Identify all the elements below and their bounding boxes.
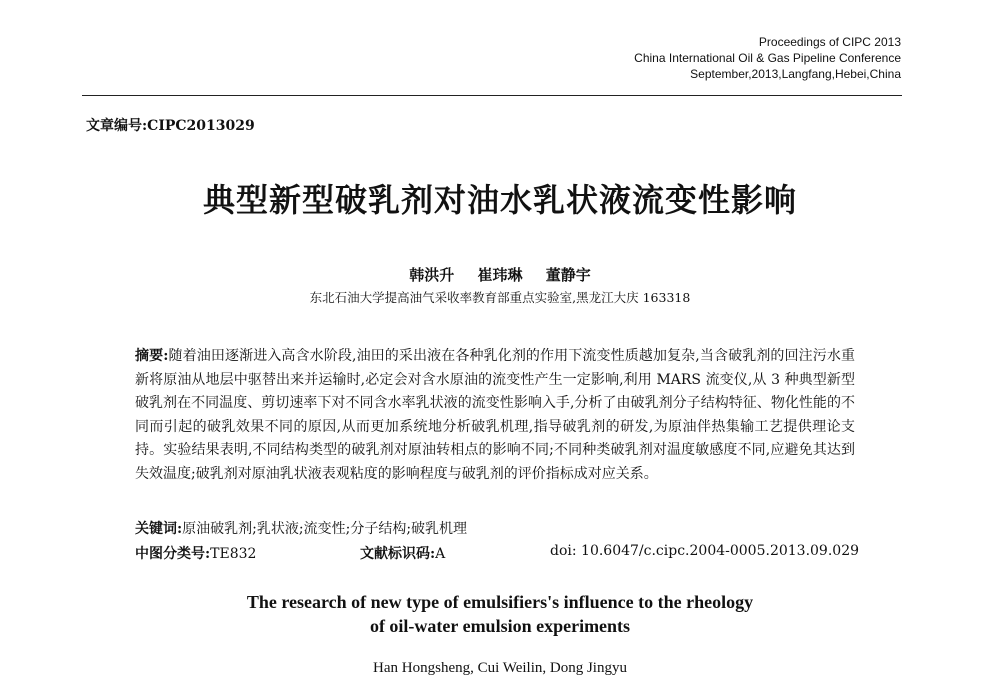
document-code bbox=[360, 543, 445, 563]
author-list bbox=[0, 264, 1000, 285]
article-number-label: 文章编号: bbox=[86, 118, 148, 134]
header-divider bbox=[82, 95, 902, 96]
abstract-text: 随着油田逐渐进入高含水阶段,油田的采出液在各种乳化剂的作用下流变性质越加复杂,当含破乳剂的回注污水重新将原油从地层中驱替出来并运输时,必定会对含水原油的流变性产生一定影响,利用 MARS 流变仪,从 3 种典型新型破乳剂在不同温度、剪切速率下对不同含水率乳状液的流变性影响入手,分析了由破乳剂分子结构特征、物化性能的不同而引起的破乳效果不同的原因,从而更加系统地分析破乳机理,指导破乳剂的研发,为原油伴热集输工艺提供理论支持。实验结果表明,不同结构类型的破乳剂对原油转相点的影响不同;不同种类破乳剂对温度敏感度不同,应避免其达到失效温度;破乳剂对原油乳状液表观粘度的影响程度与破乳剂的评价指标成对应关系。 bbox=[135, 348, 855, 482]
document-code-value: A bbox=[435, 546, 446, 562]
author-name: 韩洪升 bbox=[409, 266, 455, 284]
abstract-label: 摘要: bbox=[135, 348, 169, 364]
doi: doi: 10.6047/c.cipc.2004-0005.2013.09.029 bbox=[550, 543, 860, 559]
clc-label: 中图分类号: bbox=[135, 546, 211, 562]
keywords-label: 关键词: bbox=[135, 521, 183, 537]
article-number bbox=[86, 115, 255, 135]
english-title bbox=[0, 590, 1000, 638]
clc-value: TE832 bbox=[210, 546, 257, 562]
keywords-text: 原油破乳剂;乳状液;流变性;分子结构;破乳机理 bbox=[182, 521, 468, 537]
abstract bbox=[135, 345, 855, 486]
english-title-line-1: The research of new type of emulsifiers's influence to the rheology bbox=[246, 592, 754, 612]
author-name: 崔玮琳 bbox=[477, 266, 523, 284]
keywords bbox=[135, 518, 855, 538]
paper-title: 典型新型破乳剂对油水乳状液流变性影响 bbox=[202, 181, 797, 219]
english-authors: Han Hongsheng, Cui Weilin, Dong Jingyu bbox=[373, 660, 627, 676]
header-line-conference: China International Oil & Gas Pipeline Conference bbox=[634, 51, 901, 65]
author-name: 董静宇 bbox=[545, 266, 591, 284]
document-code-label: 文献标识码: bbox=[360, 546, 436, 562]
affiliation: 东北石油大学提高油气采收率教育部重点实验室,黑龙江大庆 163318 bbox=[309, 290, 691, 305]
header-line-date-place: September,2013,Langfang,Hebei,China bbox=[690, 67, 901, 81]
clc-number bbox=[135, 543, 256, 563]
english-title-line-2: of oil-water emulsion experiments bbox=[369, 616, 631, 636]
article-number-value: CIPC2013029 bbox=[147, 118, 255, 134]
proceedings-header bbox=[481, 34, 901, 82]
header-line-proceedings: Proceedings of CIPC 2013 bbox=[758, 35, 901, 49]
